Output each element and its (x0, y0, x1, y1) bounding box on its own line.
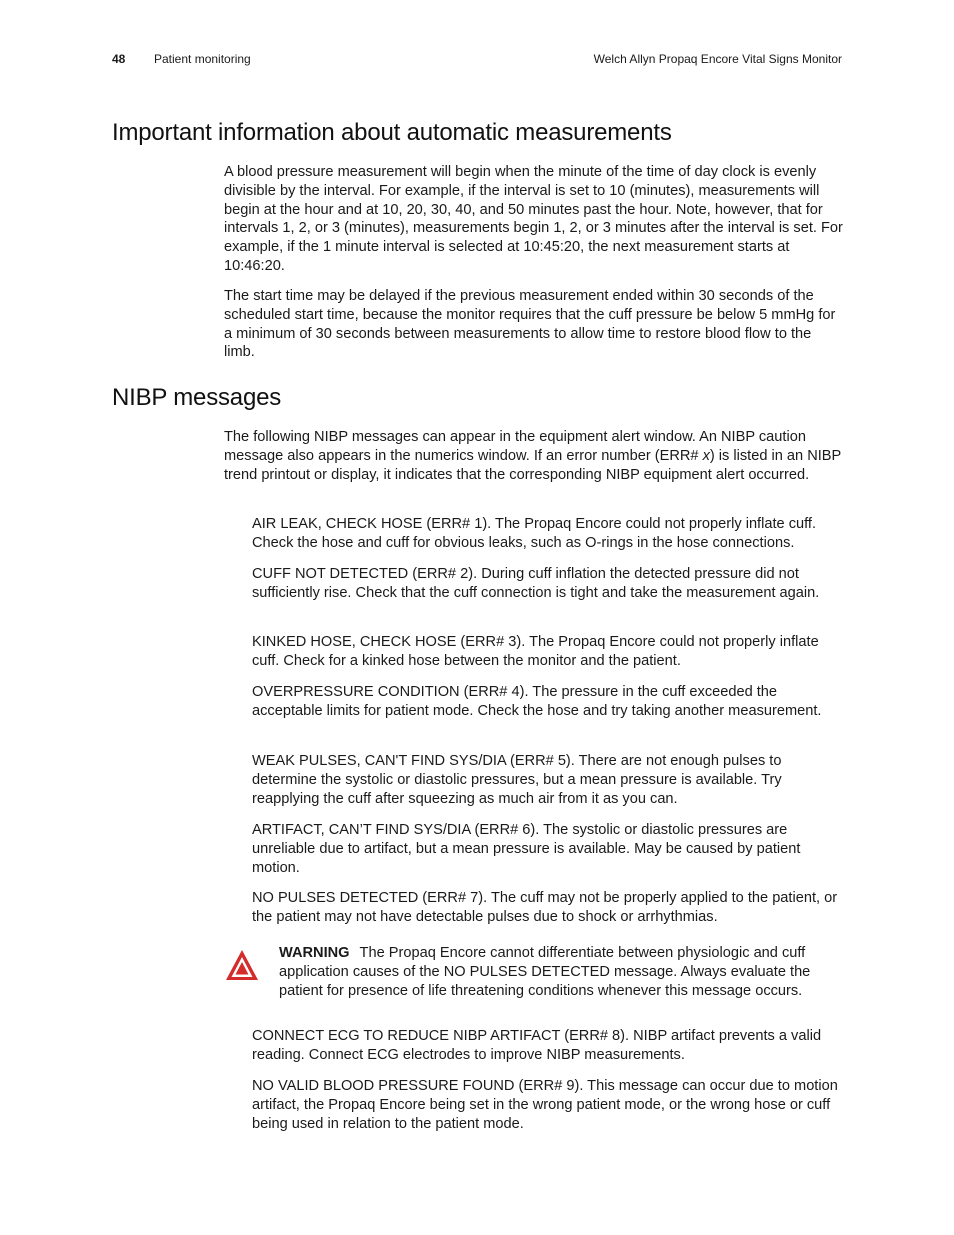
heading-nibp-messages: NIBP messages (112, 384, 282, 411)
warning-block (279, 944, 849, 1000)
header-section: Patient monitoring (154, 52, 251, 66)
header-doc-title: Welch Allyn Propaq Encore Vital Signs Monitor (593, 52, 842, 66)
message-err-1: AIR LEAK, CHECK HOSE (ERR# 1). The Propaq Encore could not properly inflate cuff. Check the hose and cuff for obvious leaks, such as O-rings in the hose connections. (252, 516, 817, 551)
intro-variable: x (702, 447, 710, 464)
message-err-9: NO VALID BLOOD PRESSURE FOUND (ERR# 9). This message can occur due to motion artifact, the Propaq Encore being set in the wrong patient mode, or the wrong hose or cuff being used in relation to the patient mode. (252, 1078, 838, 1132)
intro-text-before: The following NIBP messages can appear in the equipment alert window. An NIBP caution message also appears in the numerics window. If an error number (ERR# (224, 429, 806, 464)
page-header (112, 52, 842, 70)
message-err-7: NO PULSES DETECTED (ERR# 7). The cuff may not be properly applied to the patient, or the patient may not have detectable pulses due to shock or arrhythmias. (252, 890, 838, 925)
warning-label: WARNING (279, 945, 350, 961)
message-err-3: KINKED HOSE, CHECK HOSE (ERR# 3). The Propaq Encore could not properly inflate cuff. Check for a kinked hose between the monitor and the patient. (252, 634, 819, 669)
message-err-2: CUFF NOT DETECTED (ERR# 2). During cuff inflation the detected pressure did not sufficiently rise. Check that the cuff connection is tight and take the measurement again. (252, 566, 820, 601)
message-err-5: WEAK PULSES, CAN'T FIND SYS/DIA (ERR# 5). There are not enough pulses to determine the systolic or diastolic pressures, but a mean pressure is available. Try reapplying the cuff after squeezing as much air from it as you can. (252, 753, 782, 807)
warning-triangle-icon (224, 948, 260, 982)
heading-automatic-measurements: Important information about automatic measurements (112, 119, 672, 146)
paragraph-nibp-intro (224, 428, 844, 484)
message-err-8: CONNECT ECG TO REDUCE NIBP ARTIFACT (ERR# 8). NIBP artifact prevents a valid reading. Connect ECG electrodes to improve NIBP measurements. (252, 1028, 822, 1063)
paragraph-automatic-2: The start time may be delayed if the previous measurement ended within 30 seconds of the scheduled start time, because the monitor requires that the cuff pressure be below 5 mmHg for a minimum of 30 seconds between measurements to allow time to restore blood flow to the limb. (224, 288, 836, 361)
intro-text-after: ) is listed in an NIBP trend printout or display, it indicates that the corresponding NIBP equipment alert occurred. (224, 447, 842, 483)
warning-text: The Propaq Encore cannot differentiate between physiologic and cuff application causes of the NO PULSES DETECTED message. Always evaluate the patient for presence of life threatening conditions whenever this message occurs. (279, 945, 811, 999)
page-number: 48 (112, 52, 126, 66)
paragraph-automatic-1: A blood pressure measurement will begin when the minute of the time of day clock is evenly divisible by the interval. For example, if the interval is set to 10 (minutes), measurements will begin at the hour and at 10, 20, 30, 40, and 50 minutes past the hour. Note, however, that for intervals 1, 2, or 3 (minutes), measurements begin 1, 2, or 3 minutes after the interval is set. For example, if the 1 minute interval is selected at 10:45:20, the next measurement starts at 10:46:20. (224, 164, 843, 274)
message-err-4: OVERPRESSURE CONDITION (ERR# 4). The pressure in the cuff exceeded the acceptable limits for patient mode. Check the hose and try taking another measurement. (252, 684, 822, 719)
message-err-6: ARTIFACT, CAN’T FIND SYS/DIA (ERR# 6). The systolic or diastolic pressures are unreliable due to artifact, but a mean pressure is available. May be caused by patient motion. (252, 822, 801, 876)
